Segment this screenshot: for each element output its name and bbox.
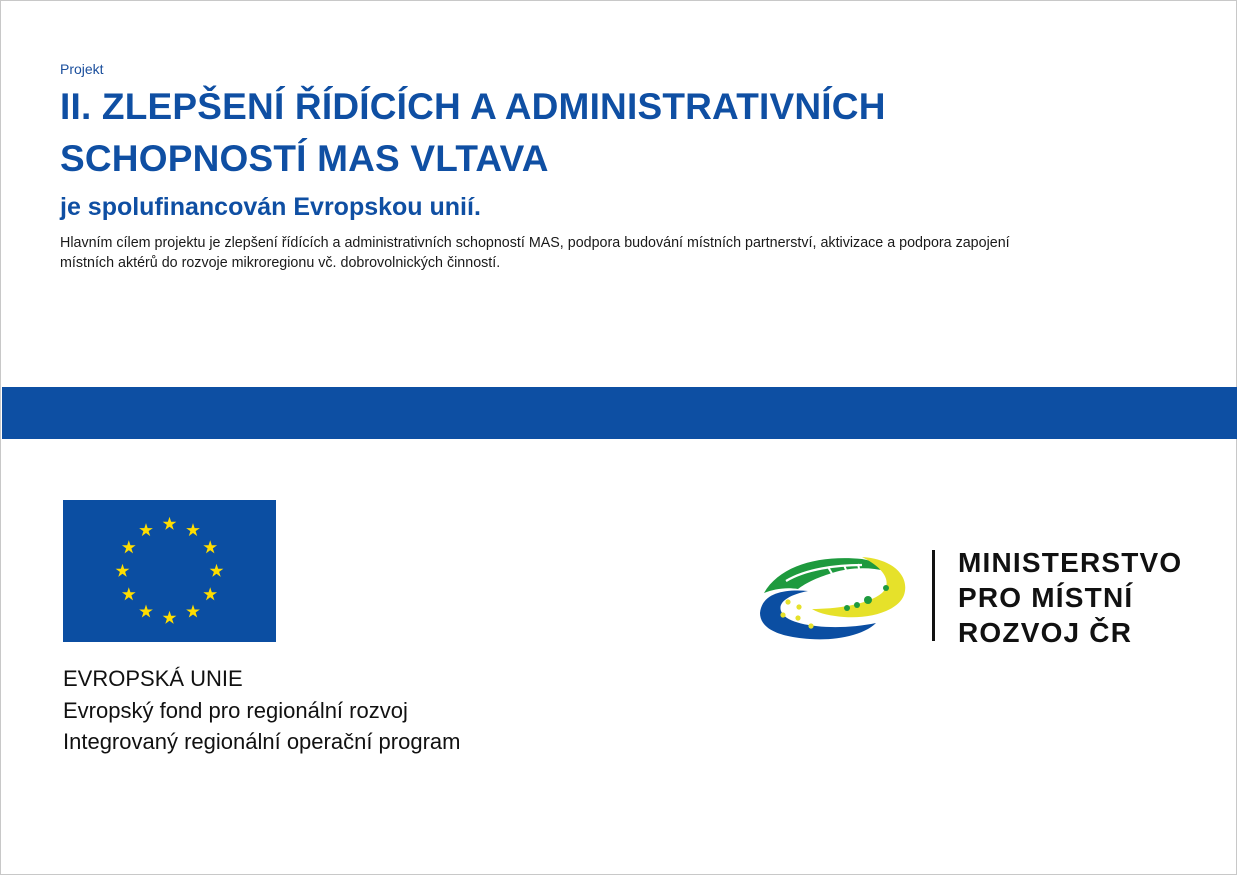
- mmr-divider: [932, 550, 935, 641]
- project-description-line2: místních aktérů do rozvoje mikroregionu vč. dobrovolnických činností.: [60, 255, 501, 271]
- project-description: [60, 233, 1180, 273]
- eu-line3: Integrovaný regionální operační program: [63, 729, 461, 754]
- eu-line2: Evropský fond pro regionální rozvoj: [63, 697, 408, 723]
- project-label: Projekt: [60, 61, 104, 77]
- project-title-line2: SCHOPNOSTÍ MAS VLTAVA: [60, 138, 549, 179]
- project-subtitle: je spolufinancován Evropskou unií.: [60, 193, 481, 221]
- project-title: [60, 81, 1190, 185]
- eu-line1: EVROPSKÁ UNIE: [63, 666, 243, 691]
- mmr-logo-icon: [758, 549, 910, 641]
- eu-flag-icon: [63, 500, 276, 642]
- eu-funding-text: [63, 663, 460, 758]
- ministry-name: [958, 545, 1182, 650]
- project-description-line1: Hlavním cílem projektu je zlepšení řídících a administrativních schopností MAS, podpora budování místních partnerství, aktivizace a podpora zapojení: [60, 235, 1010, 251]
- project-header: [60, 61, 1190, 273]
- ministry-line3: ROZVOJ ČR: [958, 617, 1133, 648]
- ministry-line2: PRO MÍSTNÍ: [958, 582, 1134, 613]
- ministry-line1: MINISTERSTVO: [958, 547, 1183, 578]
- blue-divider-band: [2, 387, 1237, 439]
- project-title-line1: II. ZLEPŠENÍ ŘÍDÍCÍCH A ADMINISTRATIVNÍCH: [60, 86, 886, 127]
